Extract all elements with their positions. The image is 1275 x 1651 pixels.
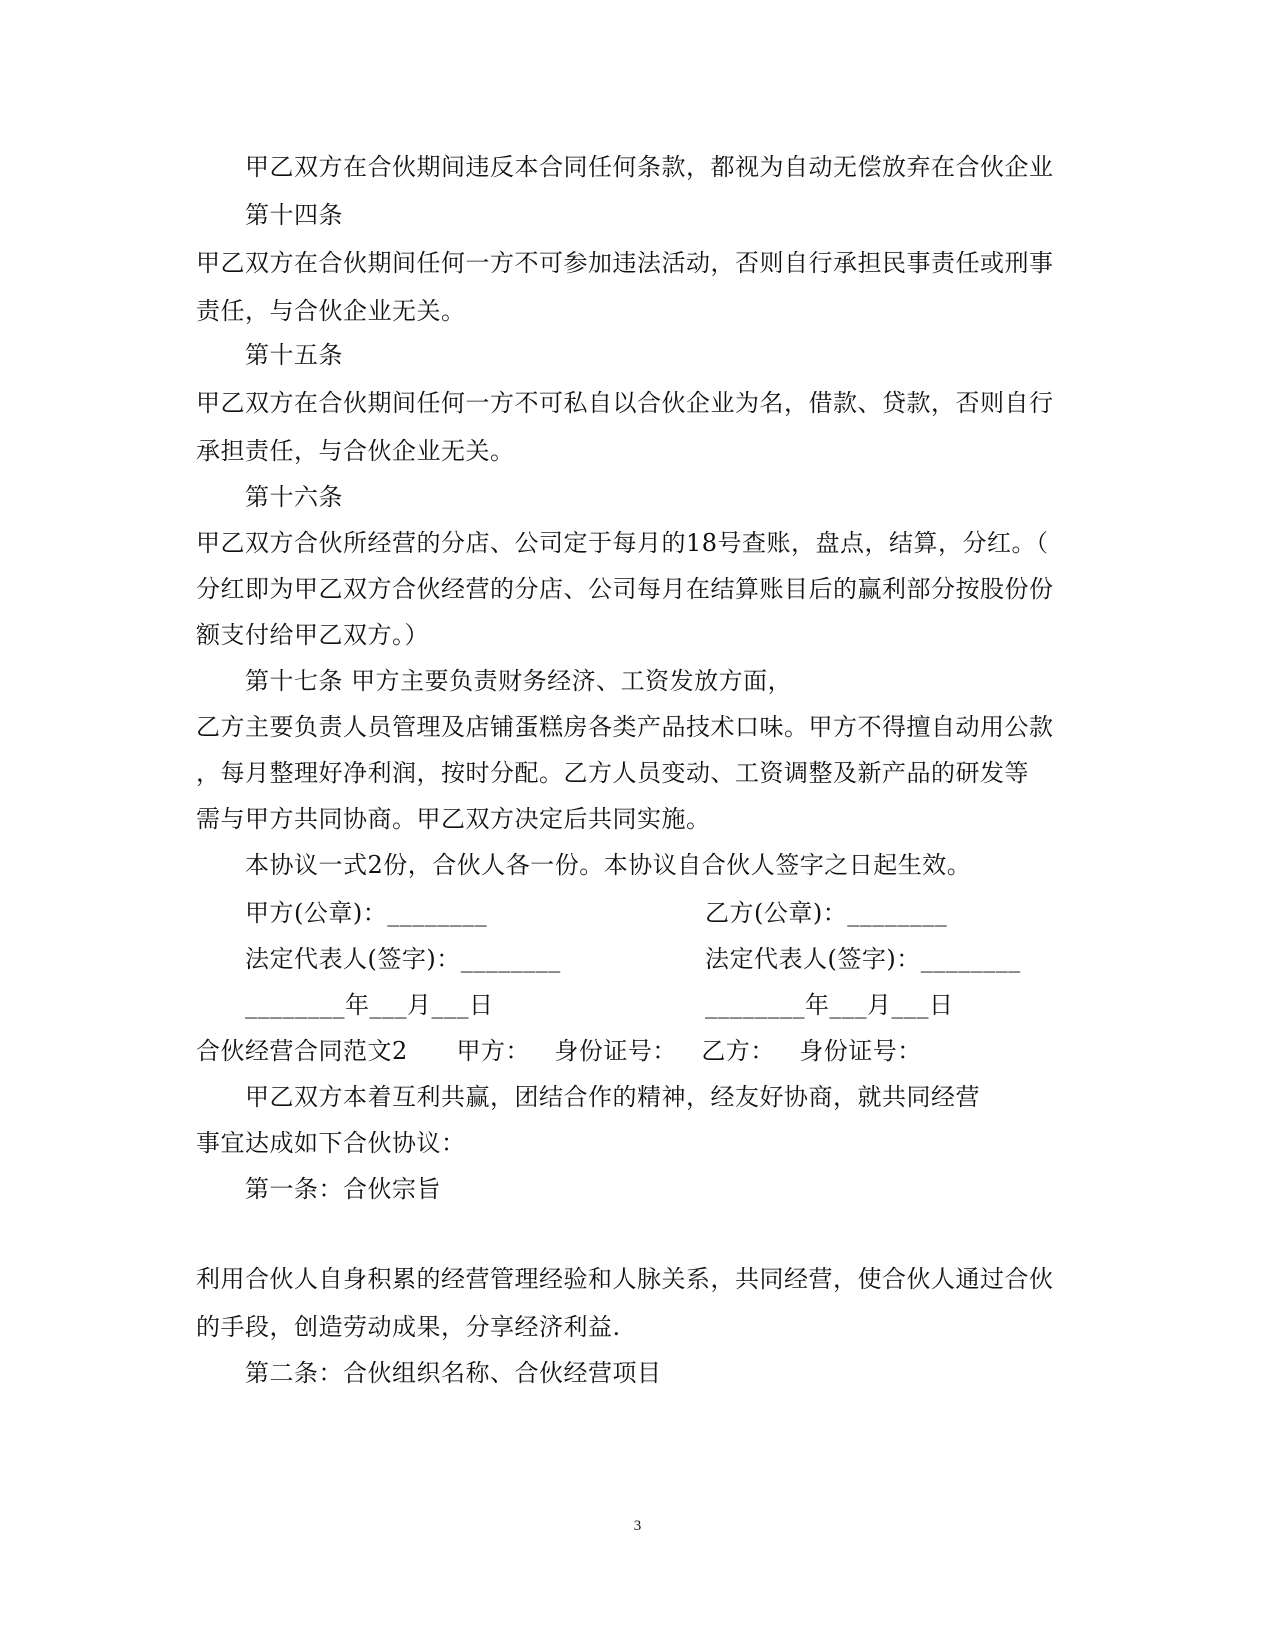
paragraph-line: 责任，与合伙企业无关。 [196, 297, 466, 325]
article-heading: 第十六条 [245, 483, 343, 511]
paragraph-line: 甲乙双方合伙所经营的分店、公司定于每月的18号查账，盘点，结算，分红。（ [196, 529, 1049, 557]
party-a-rep-field: 法定代表人(签字)：________ [245, 945, 561, 973]
paragraph-line: 分红即为甲乙双方合伙经营的分店、公司每月在结算账目后的赢利部分按股份份 [196, 575, 1054, 603]
party-a-date-field: ________年___月___日 [245, 991, 494, 1019]
paragraph-line: 承担责任，与合伙企业无关。 [196, 437, 515, 465]
paragraph-line: 的手段，创造劳动成果，分享经济利益. [196, 1313, 621, 1341]
sample-2-title-line: 合伙经营合同范文2 甲方： 身份证号： 乙方： 身份证号： [196, 1037, 922, 1065]
paragraph-line: 额支付给甲乙双方。） [196, 621, 429, 649]
paragraph-line: 本协议一式2份，合伙人各一份。本协议自合伙人签字之日起生效。 [245, 851, 972, 879]
party-a-seal-field: 甲方(公章)：________ [245, 899, 488, 927]
article-heading: 第十五条 [245, 341, 343, 369]
paragraph-line: ，每月整理好净利润，按时分配。乙方人员变动、工资调整及新产品的研发等 [196, 759, 1029, 787]
article-heading: 第二条：合伙组织名称、合伙经营项目 [245, 1359, 662, 1387]
party-b-seal-field: 乙方(公章)：________ [705, 899, 948, 927]
article-heading: 第一条：合伙宗旨 [245, 1175, 441, 1203]
paragraph-line: 甲乙双方本着互利共赢，团结合作的精神，经友好协商，就共同经营 [245, 1083, 980, 1111]
article-heading: 第十七条 甲方主要负责财务经济、工资发放方面， [245, 667, 793, 695]
paragraph-line: 利用合伙人自身积累的经营管理经验和人脉关系，共同经营，使合伙人通过合伙 [196, 1265, 1054, 1293]
article-heading: 第十四条 [245, 201, 343, 229]
party-b-date-field: ________年___月___日 [705, 991, 954, 1019]
page-number: 3 [633, 1518, 642, 1534]
paragraph-line: 甲乙双方在合伙期间任何一方不可参加违法活动，否则自行承担民事责任或刑事 [196, 249, 1054, 277]
paragraph-line: 乙方主要负责人员管理及店铺蛋糕房各类产品技术口味。甲方不得擅自动用公款 [196, 713, 1054, 741]
paragraph-line: 需与甲方共同协商。甲乙双方决定后共同实施。 [196, 805, 711, 833]
paragraph-line: 事宜达成如下合伙协议： [196, 1129, 466, 1157]
paragraph-line: 甲乙双方在合伙期间任何一方不可私自以合伙企业为名，借款、贷款，否则自行 [196, 389, 1054, 417]
party-b-rep-field: 法定代表人(签字)：________ [705, 945, 1021, 973]
paragraph-line: 甲乙双方在合伙期间违反本合同任何条款，都视为自动无偿放弃在合伙企业 [245, 153, 1054, 181]
